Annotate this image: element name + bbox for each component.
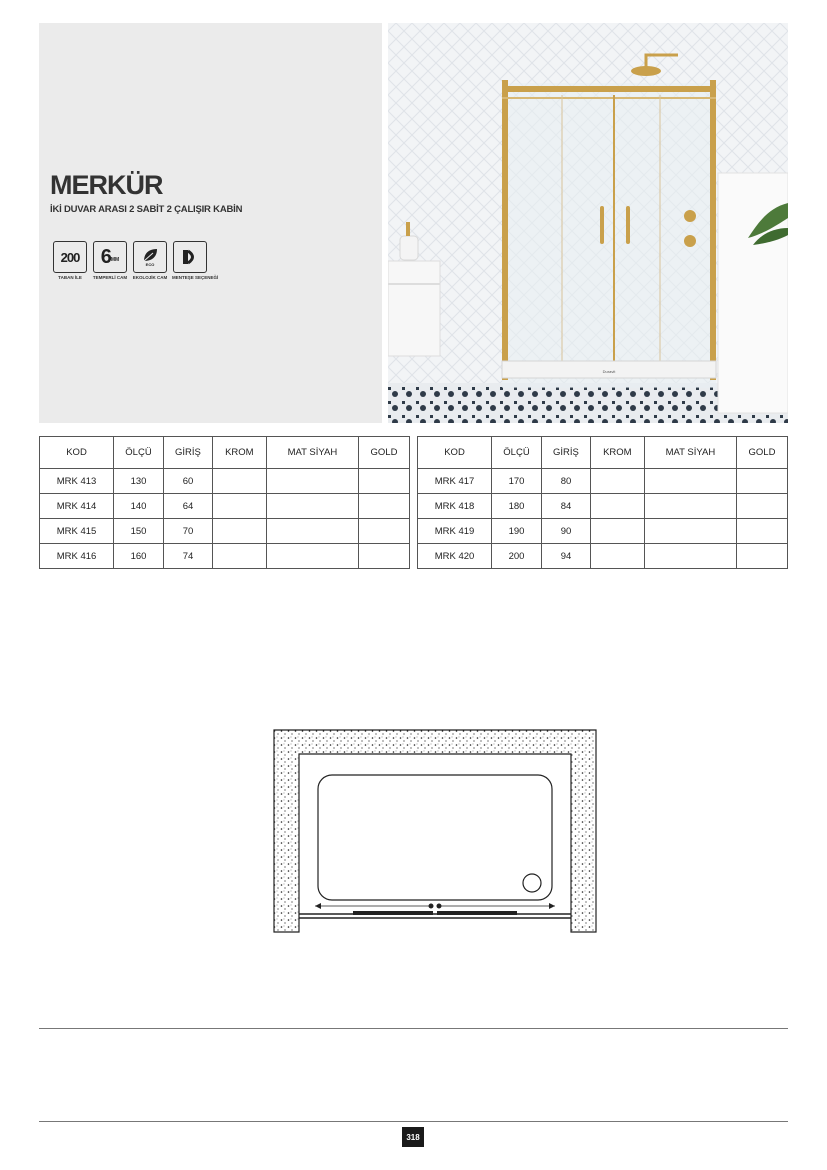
- table-row: [418, 469, 788, 494]
- table-row: [418, 519, 788, 544]
- shower-tray-outline: [318, 775, 552, 900]
- header-olcu: ÖLÇÜ: [114, 437, 164, 469]
- feature-hinge: [172, 241, 219, 280]
- cell-olcu: 150: [114, 519, 164, 544]
- cell-kod: MRK 413: [40, 469, 114, 494]
- cell-gold: [359, 544, 410, 569]
- cell-krom: [212, 519, 266, 544]
- header-gold: GOLD: [737, 437, 788, 469]
- table-row: [40, 469, 410, 494]
- cell-giris: 84: [541, 494, 590, 519]
- cell-olcu: 180: [492, 494, 542, 519]
- cell-olcu: 160: [114, 544, 164, 569]
- hero-text-panel: [39, 23, 382, 423]
- cell-mat-siyah: [266, 519, 358, 544]
- header-kod: KOD: [418, 437, 492, 469]
- header-krom: KROM: [590, 437, 644, 469]
- cell-giris: 60: [163, 469, 212, 494]
- cell-mat-siyah: [644, 519, 736, 544]
- feature-200: [52, 241, 88, 280]
- cell-gold: [359, 494, 410, 519]
- cell-kod: MRK 418: [418, 494, 492, 519]
- cell-krom: [590, 519, 644, 544]
- cell-mat-siyah: [644, 544, 736, 569]
- cell-olcu: 140: [114, 494, 164, 519]
- technical-plan-drawing: [273, 729, 597, 938]
- leaf-icon: [141, 247, 159, 263]
- product-table-right: [417, 436, 788, 569]
- cell-kod: MRK 419: [418, 519, 492, 544]
- header-gold: GOLD: [359, 437, 410, 469]
- table-row: [418, 494, 788, 519]
- product-table-left: [39, 436, 410, 569]
- table-row: [40, 519, 410, 544]
- header-krom: KROM: [212, 437, 266, 469]
- cell-gold: [737, 494, 788, 519]
- cell-mat-siyah: [644, 494, 736, 519]
- eco-leaf-icon: ECO: [133, 241, 167, 273]
- cell-krom: [590, 494, 644, 519]
- header-olcu: ÖLÇÜ: [492, 437, 542, 469]
- cell-gold: [737, 544, 788, 569]
- cell-mat-siyah: [644, 469, 736, 494]
- cell-giris: 70: [163, 519, 212, 544]
- cell-olcu: 190: [492, 519, 542, 544]
- cell-mat-siyah: [266, 494, 358, 519]
- table-row: [418, 544, 788, 569]
- header-giris: GİRİŞ: [163, 437, 212, 469]
- cell-kod: MRK 416: [40, 544, 114, 569]
- 6mm-glass-icon: 6 MM: [93, 241, 127, 273]
- cell-krom: [590, 544, 644, 569]
- cell-olcu: 130: [114, 469, 164, 494]
- header-giris: GİRİŞ: [541, 437, 590, 469]
- cell-krom: [212, 544, 266, 569]
- cell-gold: [359, 469, 410, 494]
- wall-icon: [274, 730, 596, 932]
- divider: [39, 1028, 788, 1029]
- cell-gold: [737, 469, 788, 494]
- product-subtitle: İKİ DUVAR ARASI 2 SABİT 2 ÇALIŞIR KABİN: [50, 204, 243, 215]
- cell-krom: [212, 469, 266, 494]
- table-header-row: [418, 437, 788, 469]
- feature-eco: [132, 241, 168, 280]
- feature-6mm: [92, 241, 128, 280]
- table-row: [40, 544, 410, 569]
- hinge-icon: [173, 241, 207, 273]
- cell-krom: [590, 469, 644, 494]
- cell-olcu: 170: [492, 469, 542, 494]
- cell-olcu: 200: [492, 544, 542, 569]
- cell-mat-siyah: [266, 469, 358, 494]
- cell-kod: MRK 415: [40, 519, 114, 544]
- header-mat-siyah: MAT SİYAH: [644, 437, 736, 469]
- 200-badge-icon: 200: [53, 241, 87, 273]
- cell-giris: 80: [541, 469, 590, 494]
- divider: [39, 1121, 788, 1122]
- cell-gold: [359, 519, 410, 544]
- cell-gold: [737, 519, 788, 544]
- tray-brand-text: Duravit: [602, 369, 616, 374]
- page-number: 318: [402, 1127, 424, 1147]
- cell-kod: MRK 414: [40, 494, 114, 519]
- cell-giris: 94: [541, 544, 590, 569]
- cell-mat-siyah: [266, 544, 358, 569]
- cell-giris: 74: [163, 544, 212, 569]
- drain-icon: [523, 874, 541, 892]
- product-title: MERKÜR: [50, 170, 163, 200]
- cell-krom: [212, 494, 266, 519]
- feature-label: TABAN İLE: [58, 275, 82, 280]
- header-mat-siyah: MAT SİYAH: [266, 437, 358, 469]
- feature-label: TEMPERLİ CAM: [92, 275, 128, 280]
- cell-kod: MRK 420: [418, 544, 492, 569]
- header-kod: KOD: [40, 437, 114, 469]
- table-row: [40, 494, 410, 519]
- feature-label: EKOLOJİK CAM: [132, 275, 168, 280]
- feature-label: MENTEŞE SEÇENEĞİ: [172, 275, 219, 280]
- cell-kod: MRK 417: [418, 469, 492, 494]
- cell-giris: 64: [163, 494, 212, 519]
- product-photo: [388, 23, 788, 423]
- cell-giris: 90: [541, 519, 590, 544]
- feature-badges: [52, 241, 219, 280]
- table-header-row: [40, 437, 410, 469]
